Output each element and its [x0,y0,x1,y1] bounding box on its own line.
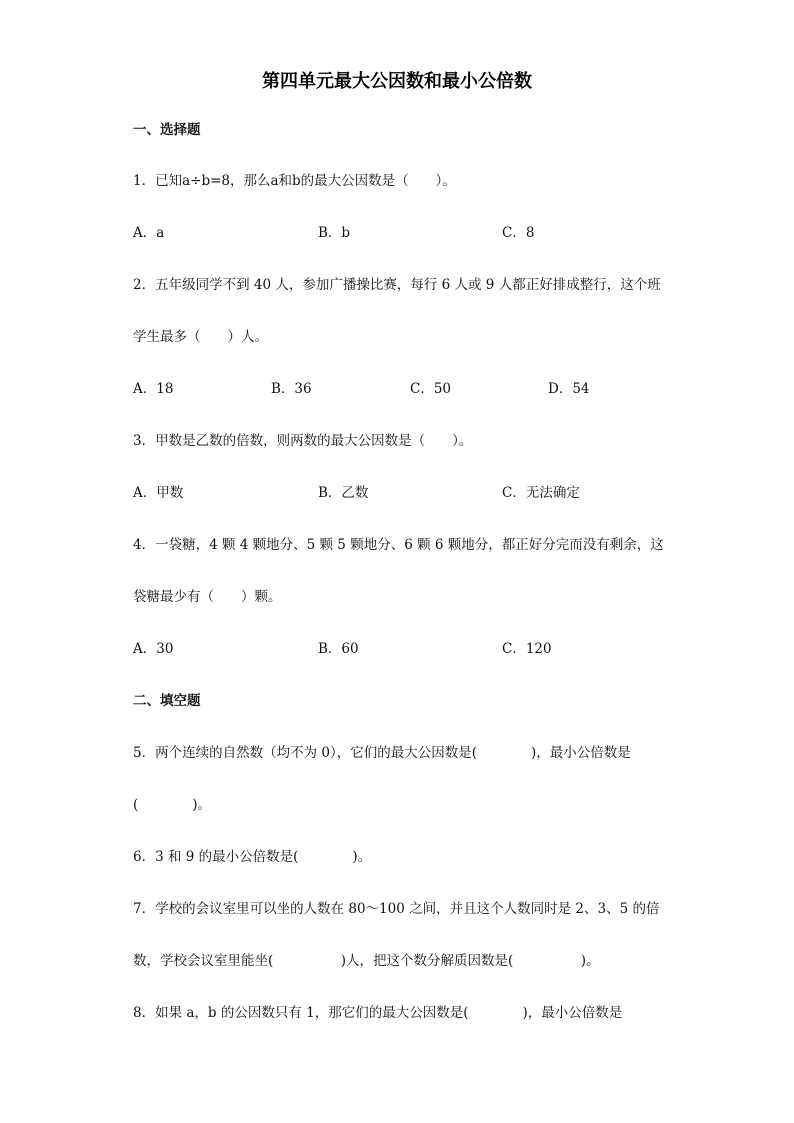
question-3-text: 3．甲数是乙数的倍数，则两数的最大公因数是（ ）。 [133,433,473,449]
question-2-option-a: A．18 [133,381,174,397]
page-title: 第四单元最大公因数和最小公倍数 [262,71,532,92]
question-4-line-2: 袋糖最少有（ ）颗。 [133,589,282,605]
question-2-line-1: 2．五年级同学不到 40 人，参加广播操比赛，每行 6 人或 9 人都正好排成整行，这个班 [133,277,661,293]
question-4-option-c: C．120 [502,641,552,657]
question-7-line-1: 7．学校的会议室里可以坐的人数在 80～100 之间，并且这个人数同时是 2、3、5 的倍 [133,901,660,917]
question-1-option-a: A．a [133,225,165,241]
section-heading-fill-in: 二、填空题 [133,693,201,709]
question-1-option-b: B．b [318,225,351,241]
question-2-option-b: B．36 [271,381,312,397]
question-5-line-1: 5．两个连续的自然数（均不为 0），它们的最大公因数是( )，最小公倍数是 [133,745,631,761]
question-7-line-2: 数，学校会议室里能坐( )人，把这个数分解质因数是( )。 [133,953,600,969]
question-4-option-a: A．30 [133,641,174,657]
section-heading-multiple-choice: 一、选择题 [133,122,201,138]
question-2-option-c: C．50 [410,381,452,397]
question-8-line-1: 8．如果 a，b 的公因数只有 1，那它们的最大公因数是( )，最小公倍数是 [133,1005,623,1021]
question-1-option-c: C．8 [502,225,535,241]
question-3-option-c: C．无法确定 [502,485,580,501]
question-1-text: 1．已知a÷b=8，那么a和b的最大公因数是（ ）。 [133,173,456,189]
question-2-option-d: D．54 [548,381,590,397]
question-4-line-1: 4．一袋糖，4 颗 4 颗地分、5 颗 5 颗地分、6 颗 6 颗地分，都正好分完而没有剩余，这 [133,537,664,553]
question-2-line-2: 学生最多（ ）人。 [133,329,268,345]
question-3-option-b: B．乙数 [318,485,369,501]
question-5-line-2: ( )。 [133,797,212,813]
question-4-option-b: B．60 [318,641,359,657]
question-6-text: 6．3 和 9 的最小公倍数是( )。 [133,849,372,865]
question-3-option-a: A．甲数 [133,485,184,501]
